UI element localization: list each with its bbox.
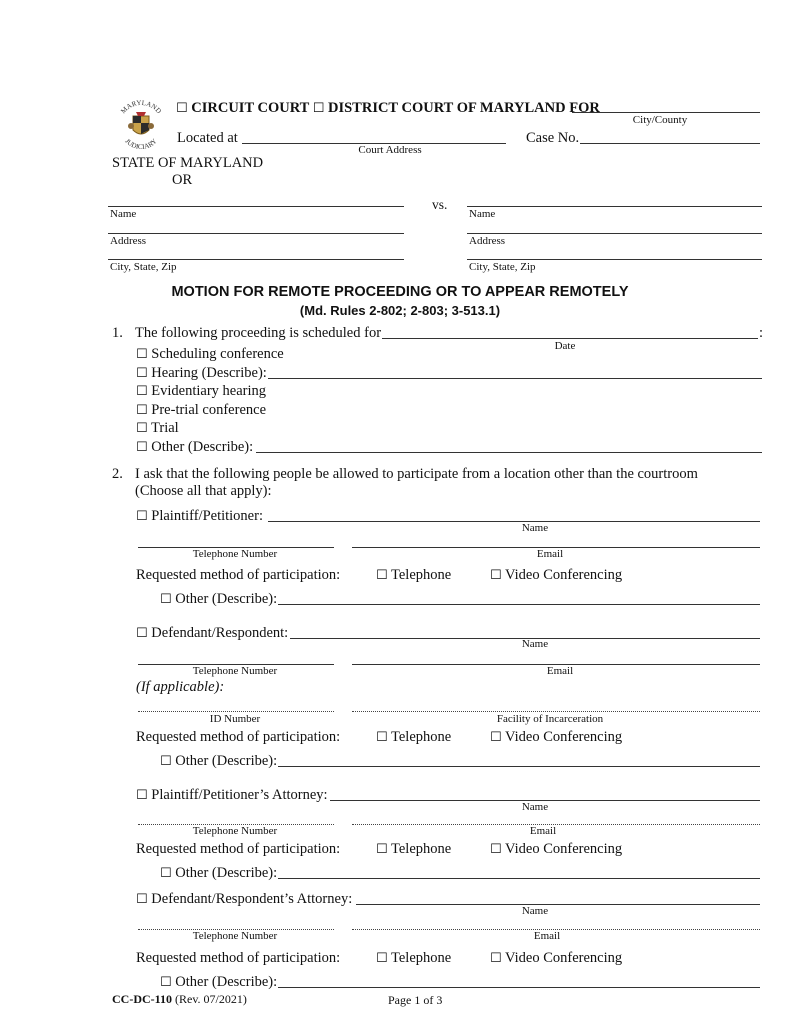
- hearing-label: Hearing (Describe):: [151, 365, 267, 381]
- vs-label: vs.: [432, 197, 448, 212]
- plaintiff-attorney-video-label: Video Conferencing: [505, 841, 623, 857]
- defendant-attorney-telephone-checkbox[interactable]: ☐: [376, 951, 388, 966]
- date-caption: Date: [554, 340, 576, 352]
- other-describe-field[interactable]: [256, 452, 762, 453]
- trial-label: Trial: [151, 420, 179, 436]
- plaintiff-label: Plaintiff/Petitioner:: [151, 508, 263, 524]
- section1-colon: :: [759, 325, 764, 341]
- defendant-video-option[interactable]: [490, 729, 622, 746]
- section1-number: 1.: [112, 325, 123, 341]
- defendant-attorney-other-field[interactable]: [278, 987, 760, 988]
- defendant-phone-caption: Telephone Number: [192, 665, 278, 677]
- defendant-name-caption: Name: [521, 638, 549, 650]
- pretrial-checkbox[interactable]: ☐: [136, 403, 148, 418]
- svg-text:JUDICIARY: [123, 137, 158, 151]
- defendant-attorney-other-checkbox[interactable]: ☐: [160, 975, 172, 990]
- section2-subtext: (Choose all that apply):: [135, 483, 272, 499]
- form-title: MOTION FOR REMOTE PROCEEDING OR TO APPEAR REMOTELY: [171, 284, 629, 300]
- defendant-checkbox[interactable]: ☐: [136, 626, 148, 641]
- section1-text: The following proceeding is scheduled for: [135, 325, 382, 341]
- right-name-caption: Name: [469, 208, 496, 220]
- option-evidentiary[interactable]: [136, 383, 266, 400]
- option-pretrial[interactable]: [136, 402, 266, 419]
- circuit-court-checkbox[interactable]: ☐: [176, 101, 188, 116]
- plaintiff-attorney-label: Plaintiff/Petitioner’s Attorney:: [151, 787, 328, 803]
- court-address-caption: Court Address: [358, 144, 422, 156]
- evidentiary-checkbox[interactable]: ☐: [136, 384, 148, 399]
- section2-text: I ask that the following people be allowed to participate from a location other than the courtroom: [135, 466, 698, 482]
- defendant-attorney-telephone-option[interactable]: [376, 950, 451, 967]
- defendant-video-label: Video Conferencing: [505, 729, 623, 745]
- hearing-checkbox[interactable]: ☐: [136, 366, 148, 381]
- right-address-field[interactable]: [467, 233, 762, 234]
- other-checkbox[interactable]: ☐: [136, 440, 148, 455]
- case-no-label: Case No.: [526, 130, 580, 146]
- plaintiff-other-label: Other (Describe):: [175, 591, 278, 607]
- scheduling-checkbox[interactable]: ☐: [136, 347, 148, 362]
- form-rev: (Rev. 07/2021): [175, 992, 247, 1006]
- left-address-field[interactable]: [108, 233, 404, 234]
- plaintiff-other-field[interactable]: [278, 604, 760, 605]
- option-scheduling[interactable]: [136, 346, 284, 363]
- plaintiff-telephone-option[interactable]: [376, 567, 451, 584]
- page-number: Page 1 of 3: [388, 993, 443, 1007]
- evidentiary-label: Evidentiary hearing: [151, 383, 267, 399]
- plaintiff-email-caption: Email: [536, 548, 564, 560]
- plaintiff-attorney-option[interactable]: [136, 787, 328, 804]
- court-selection: [176, 100, 600, 117]
- plaintiff-attorney-other-label: Other (Describe):: [175, 865, 278, 881]
- plaintiff-phone-caption: Telephone Number: [192, 548, 278, 560]
- case-no-field[interactable]: [580, 143, 760, 144]
- option-trial[interactable]: [136, 420, 179, 437]
- defendant-telephone-label: Telephone: [391, 729, 452, 745]
- plaintiff-attorney-method-label: Requested method of participation:: [136, 841, 341, 857]
- plaintiff-method-label: Requested method of participation:: [136, 567, 341, 583]
- city-county-caption: City/County: [632, 114, 688, 126]
- footer-form-id: [112, 992, 247, 1007]
- maryland-judiciary-seal: [112, 96, 170, 158]
- defendant-other-option[interactable]: [160, 753, 277, 770]
- plaintiff-other-option[interactable]: [160, 591, 277, 608]
- scheduling-label: Scheduling conference: [151, 346, 284, 362]
- left-name-caption: Name: [110, 208, 137, 220]
- plaintiff-attorney-checkbox[interactable]: ☐: [136, 788, 148, 803]
- defendant-other-label: Other (Describe):: [175, 753, 278, 769]
- id-number-caption: ID Number: [209, 713, 261, 725]
- proceeding-date-field[interactable]: [382, 338, 758, 339]
- circuit-court-label: CIRCUIT COURT: [191, 100, 310, 116]
- defendant-attorney-name-caption: Name: [521, 905, 549, 917]
- defendant-attorney-email-caption: Email: [533, 930, 561, 942]
- pretrial-label: Pre-trial conference: [151, 402, 266, 418]
- defendant-video-checkbox[interactable]: ☐: [490, 730, 502, 745]
- plaintiff-video-label: Video Conferencing: [505, 567, 623, 583]
- plaintiff-attorney-other-checkbox[interactable]: ☐: [160, 866, 172, 881]
- defendant-other-checkbox[interactable]: ☐: [160, 754, 172, 769]
- defendant-label: Defendant/Respondent:: [151, 625, 289, 641]
- section2-number: 2.: [112, 466, 123, 482]
- plaintiff-attorney-email-caption: Email: [529, 825, 557, 837]
- plaintiff-checkbox[interactable]: ☐: [136, 509, 148, 524]
- plaintiff-attorney-telephone-label: Telephone: [391, 841, 452, 857]
- plaintiff-attorney-video-option[interactable]: [490, 841, 622, 858]
- plaintiff-telephone-label: Telephone: [391, 567, 452, 583]
- plaintiff-attorney-name-caption: Name: [521, 801, 549, 813]
- plaintiff-attorney-other-field[interactable]: [278, 878, 760, 879]
- right-address-caption: Address: [469, 235, 506, 247]
- defendant-attorney-other-option[interactable]: [160, 974, 277, 991]
- plaintiff-attorney-telephone-checkbox[interactable]: ☐: [376, 842, 388, 857]
- defendant-attorney-other-label: Other (Describe):: [175, 974, 278, 990]
- left-name-field[interactable]: [108, 206, 404, 207]
- defendant-attorney-phone-caption: Telephone Number: [192, 930, 278, 942]
- option-other[interactable]: [136, 439, 253, 456]
- right-name-field[interactable]: [467, 206, 762, 207]
- left-city-caption: City, State, Zip: [110, 261, 177, 273]
- facility-caption: Facility of Incarceration: [496, 713, 604, 725]
- defendant-attorney-option[interactable]: [136, 891, 352, 908]
- defendant-email-caption: Email: [546, 665, 574, 677]
- defendant-option[interactable]: [136, 625, 288, 642]
- defendant-telephone-checkbox[interactable]: ☐: [376, 730, 388, 745]
- state-of-maryland: STATE OF MARYLAND: [112, 155, 264, 171]
- option-hearing[interactable]: [136, 365, 267, 382]
- hearing-describe-field[interactable]: [268, 378, 762, 379]
- plaintiff-telephone-checkbox[interactable]: ☐: [376, 568, 388, 583]
- located-at-label: Located at: [177, 130, 238, 146]
- plaintiff-video-option[interactable]: [490, 567, 622, 584]
- defendant-attorney-video-checkbox[interactable]: ☐: [490, 951, 502, 966]
- other-label: Other (Describe):: [151, 439, 254, 455]
- city-county-field[interactable]: [572, 112, 760, 113]
- defendant-telephone-option[interactable]: [376, 729, 451, 746]
- defendant-method-label: Requested method of participation:: [136, 729, 341, 745]
- district-court-checkbox[interactable]: ☐: [312, 101, 325, 116]
- or-label: OR: [172, 172, 193, 188]
- left-city-field[interactable]: [108, 259, 404, 260]
- defendant-attorney-telephone-label: Telephone: [391, 950, 452, 966]
- district-court-label: DISTRICT COURT OF MARYLAND FOR: [328, 100, 600, 116]
- defendant-attorney-label: Defendant/Respondent’s Attorney:: [151, 891, 353, 907]
- plaintiff-attorney-video-checkbox[interactable]: ☐: [490, 842, 502, 857]
- plaintiff-other-checkbox[interactable]: ☐: [160, 592, 172, 607]
- plaintiff-name-caption: Name: [521, 522, 549, 534]
- plaintiff-attorney-telephone-option[interactable]: [376, 841, 451, 858]
- defendant-attorney-checkbox[interactable]: ☐: [136, 892, 148, 907]
- plaintiff-video-checkbox[interactable]: ☐: [490, 568, 502, 583]
- left-address-caption: Address: [110, 235, 147, 247]
- right-city-caption: City, State, Zip: [469, 261, 536, 273]
- seal-text-bottom: JUDICIARY: [123, 137, 159, 152]
- trial-checkbox[interactable]: ☐: [136, 421, 148, 436]
- plaintiff-attorney-phone-caption: Telephone Number: [192, 825, 278, 837]
- form-rules: (Md. Rules 2-802; 2-803; 3-513.1): [299, 303, 501, 318]
- form-id: CC-DC-110: [112, 992, 172, 1006]
- defendant-attorney-video-option[interactable]: [490, 950, 622, 967]
- seal-text-top: MARYLAND: [119, 98, 163, 116]
- plaintiff-option[interactable]: [136, 508, 263, 525]
- if-applicable-label: (If applicable):: [136, 679, 225, 695]
- defendant-attorney-method-label: Requested method of participation:: [136, 950, 341, 966]
- defendant-other-field[interactable]: [278, 766, 760, 767]
- facility-field[interactable]: [352, 711, 760, 712]
- plaintiff-attorney-other-option[interactable]: [160, 865, 277, 882]
- right-city-field[interactable]: [467, 259, 762, 260]
- id-number-field[interactable]: [138, 711, 334, 712]
- defendant-attorney-video-label: Video Conferencing: [505, 950, 623, 966]
